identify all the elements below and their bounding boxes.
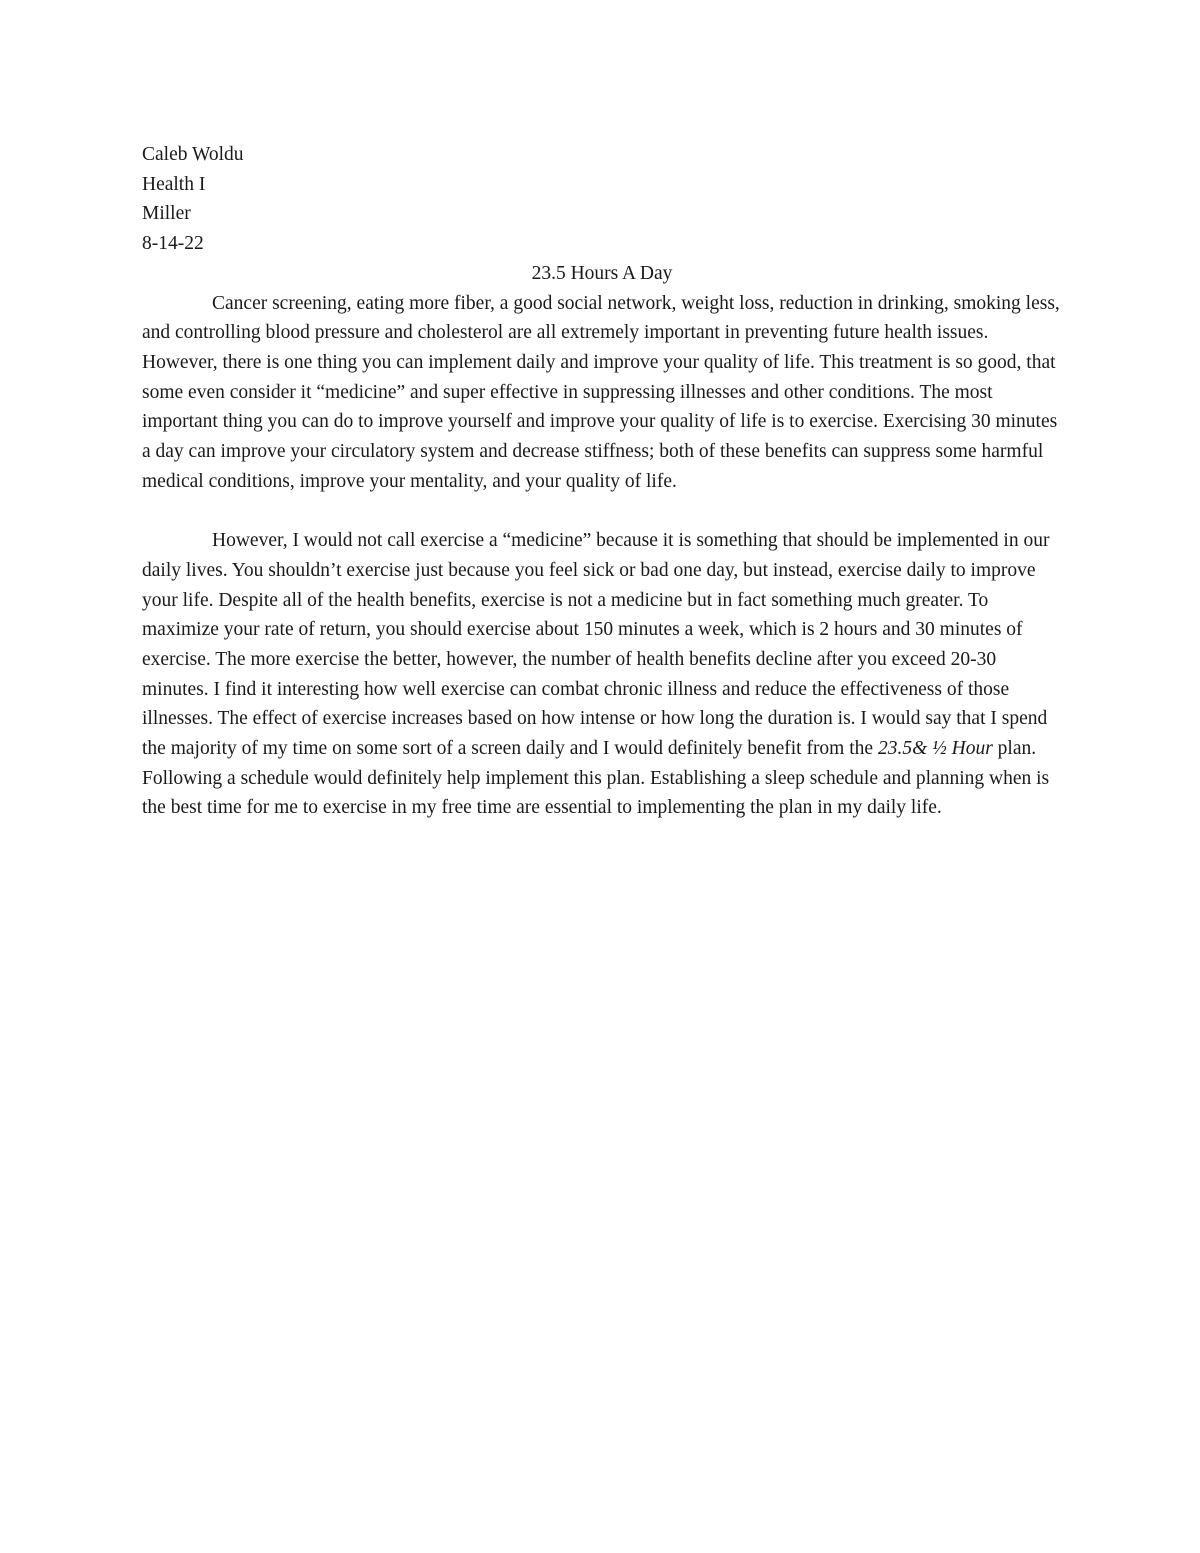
paragraph-spacer bbox=[142, 496, 1062, 526]
paragraph-1: Cancer screening, eating more fiber, a good social network, weight loss, reduction in drinking, smoking less, and controlling blood pressure and cholesterol are all extremely important in preventing future health issues. However, there is one thing you can implement daily and improve your quality of life. This treatment is so good, that some even consider it “medicine” and super effective in suppressing illnesses and other conditions. The most important thing you can do to improve yourself and improve your quality of life is to exercise. Exercising 30 minutes a day can improve your circulatory system and decrease stiffness; both of these benefits can suppress some harmful medical conditions, improve your mentality, and your quality of life. bbox=[142, 292, 1060, 492]
document-title: 23.5 Hours A Day bbox=[531, 262, 673, 284]
author-name: Caleb Woldu bbox=[142, 144, 244, 165]
document-body bbox=[142, 140, 1062, 823]
paragraph-2-text-after: plan. Following a schedule would definitely help implement this plan. Establishing a sleep schedule and planning when is the best time for me to exercise in my free time are essential to implementing the plan in my daily life. bbox=[142, 738, 1050, 819]
course-name: Health I bbox=[142, 173, 206, 195]
teacher-name: Miller bbox=[142, 203, 191, 225]
document-date: 8-14-22 bbox=[142, 233, 204, 255]
plan-name-italic: 23.5& ½ Hour bbox=[877, 738, 993, 760]
paragraph-2-text-before: However, I would not call exercise a “medicine” because it is something that should be implemented in our daily lives. You shouldn’t exercise just because you feel sick or bad one day, but instead, exercise daily to improve your life. Despite all of the health benefits, exercise is not a medicine but in fact something much greater. To maximize your rate of return, you should exercise about 150 minutes a week, which is 2 hours and 30 minutes of exercise. The more exercise the better, however, the number of health benefits decline after you exceed 20-30 minutes. I find it interesting how well exercise can combat chronic illness and reduce the effectiveness of those illnesses. The effect of exercise increases based on how intense or how long the duration is. I would say that I spend the majority of my time on some sort of a screen daily and I would definitely benefit from the bbox=[142, 530, 1050, 760]
paragraph-2 bbox=[142, 526, 1062, 823]
